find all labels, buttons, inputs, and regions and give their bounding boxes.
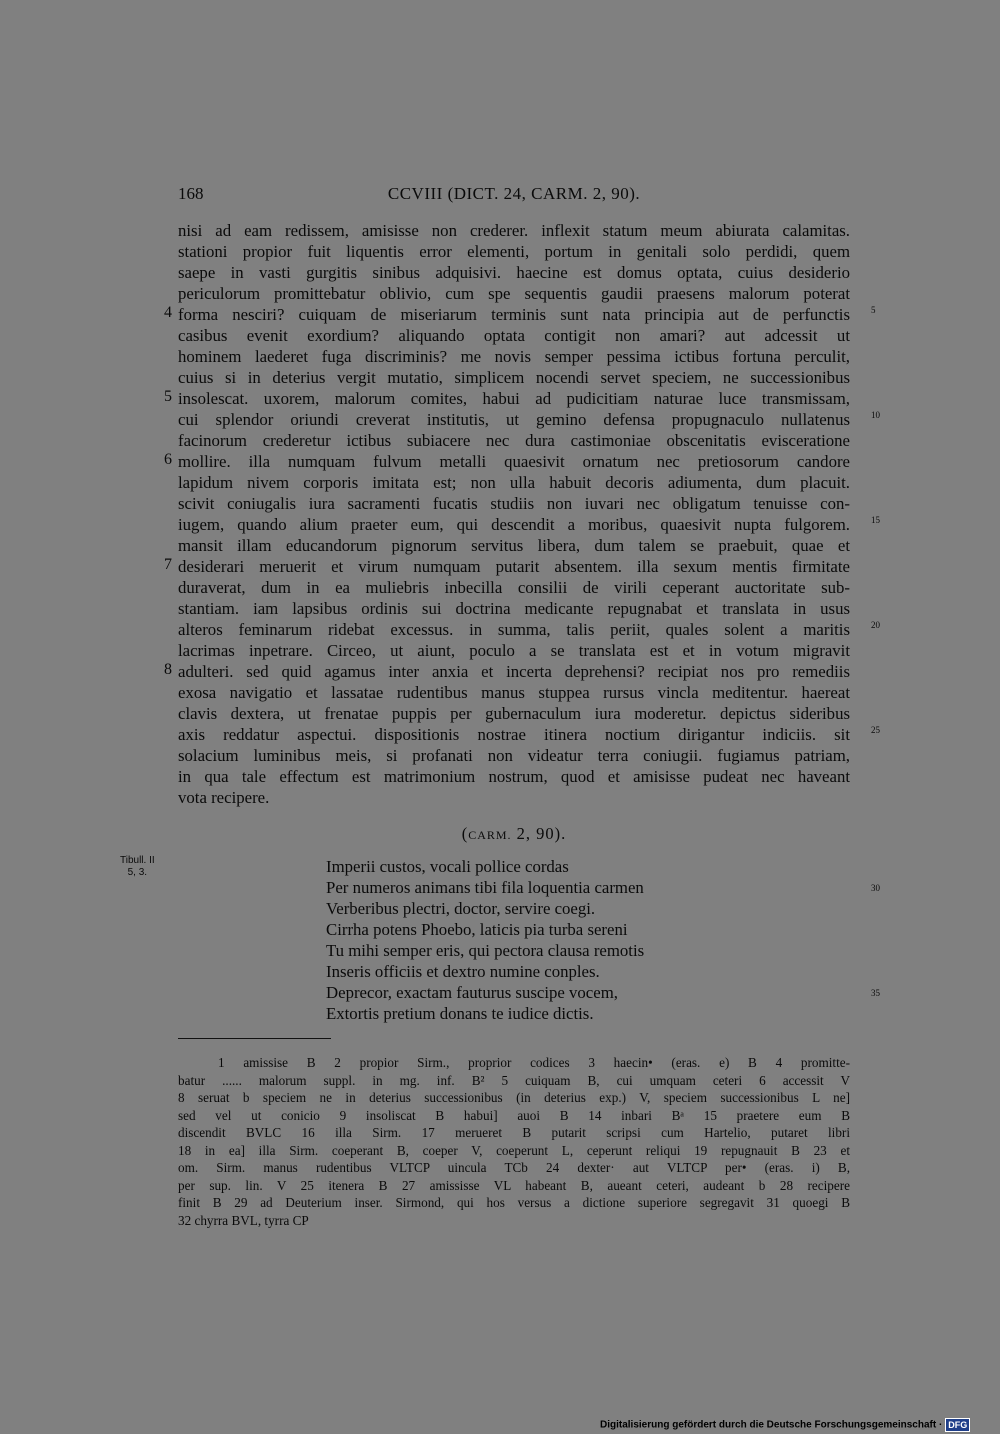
prose-line: desiderari meruerit et virum numquam putarit absentem. illa sexum mentis firmitate	[178, 557, 850, 576]
line-number: 25	[871, 725, 880, 735]
prose-line: lacrimas inpetrare. Circeo, ut aiunt, poculo a se translata est et in votum migravit	[178, 641, 850, 660]
prose-line: lapidum nivem corporis imitata est; non ulla habuit decoris adiumenta, dum placuit.	[178, 473, 850, 492]
prose-line: in qua tale effectum est matrimonium nostrum, quod et amisisse pudeat nec haveant	[178, 767, 850, 786]
dfg-logo: DFG	[945, 1418, 970, 1432]
line-number: 20	[871, 620, 880, 630]
verse-line-text: Verberibus plectri, doctor, servire coegi.	[326, 899, 596, 918]
verse-line	[326, 1003, 874, 1024]
prose-line: clavis dextera, ut frenatae puppis per gubernaculum iura moderetur. depictus sideribus	[178, 704, 850, 723]
apparatus-line: finit B 29 ad Deuterium inser. Sirmond, qui hos versus a dictione superiore segregavit 31 quoegi B	[178, 1195, 850, 1210]
prose-text	[164, 220, 880, 808]
section-number: 5	[164, 388, 172, 405]
verse-line	[326, 856, 874, 877]
apparatus-line: per sup. lin. V 25 itenera B 27 amississe VL habeant B, aueant ceteri, audeant b 28 recipere	[178, 1177, 850, 1193]
prose-line: solacium luminibus meis, si profanati non videatur terra coniugii. fugiamus patriam,	[178, 746, 850, 765]
carm-heading	[178, 824, 850, 844]
prose-line: hominem laederet fuga discriminis? me novis semper pessima ictibus fortuna perculit,	[178, 347, 850, 366]
verse-line-text: Imperii custos, vocali pollice cordas	[326, 857, 569, 876]
line-number: 5	[871, 305, 876, 315]
verse-line	[326, 940, 874, 961]
prose-line: insolescat. uxorem, malorum comites, habui ad pudicitiam naturae luce transmissam,	[178, 389, 850, 408]
dfg-credit-text: Digitalisierung gefördert durch die Deutsche Forschungsgemeinschaft ·	[600, 1419, 943, 1431]
prose-line: scivit coniugalis iura sacramenti fucatis studiis non iuvari nec obligatum tenuisse con-	[178, 494, 850, 513]
line-number: 15	[871, 515, 880, 525]
apparatus-line: batur ...... malorum suppl. in mg. inf. B² 5 cuiquam B, cui umquam ceteri 6 accessit V	[178, 1072, 850, 1088]
section-number: 6	[164, 451, 172, 468]
apparatus-line: om. Sirm. manus rudentibus VLTCP uincula TCb 24 dexter· aut VLTCP per• (eras. i) B,	[178, 1160, 850, 1175]
verse-line-text: Tu mihi semper eris, qui pectora clausa remotis	[326, 941, 645, 960]
apparatus-line: 8 seruat b speciem ne in deterius successionibus (in deterius exp.) V, speciem successionibus L ne]	[178, 1090, 850, 1105]
apparatus-line: discendit BVLC 16 illa Sirm. 17 merueret B putarit scripsi cum Hartelio, putaret libri	[178, 1125, 850, 1140]
footnote-rule	[178, 1038, 331, 1039]
critical-apparatus	[178, 1054, 850, 1229]
apparatus-line: sed vel ut conicio 9 insoliscat B habui] auoi B 14 inbari Bᵃ 15 praetere eum B	[178, 1107, 850, 1123]
verse-line	[326, 898, 874, 919]
prose-line: alteros feminarum ridebat excessus. in summa, talis periit, quales solent a maritis	[178, 620, 850, 639]
prose-line: cuius si in deterius vergit mutatio, simplicem nocendi servet speciem, ne successionibus	[178, 368, 850, 387]
verse-line	[326, 982, 880, 1003]
prose-line: iugem, quando alium praeter eum, qui descendit a moribus, quaesivit nupta fulgorem.	[178, 515, 850, 534]
prose-line: periculorum promittebatur oblivio, cum spe sequentis gaudii praesens malorum poterat	[178, 284, 850, 303]
verse-line	[326, 961, 874, 982]
prose-line: stationi propior fuit liquentis error elementi, portum in genitali solo perdidi, quem	[178, 242, 850, 261]
running-head: CCVIII (DICT. 24, CARM. 2, 90).	[387, 184, 641, 203]
prose-line: mollire. illa numquam fulvum metalli quaesivit ornatum nec pretiosorum candore	[178, 452, 850, 471]
prose-line: exosa navigatio et lassatae rudentibus manus stuppea rursus vincla meditentur. haereat	[178, 683, 850, 702]
verse-line-text: Deprecor, exactam fauturus suscipe vocem,	[326, 983, 618, 1002]
margin-reference-line: Tibull. II	[120, 855, 155, 866]
prose-line: stantiam. iam lapsibus ordinis sui doctrina medicante repugnabat et translata in usus	[178, 599, 850, 618]
apparatus-line: 1 amissise B 2 propior Sirm., proprior codices 3 haecin• (eras. e) B 4 promitte-	[218, 1055, 850, 1070]
prose-line: casibus evenit exordium? aliquando optata contigit non amari? aut adcessit ut	[178, 326, 850, 345]
prose-line: duraverat, dum in ea muliebris inbecilla consilii de virili ceperant auctoritate sub-	[178, 578, 850, 597]
verse-line-text: Cirrha potens Phoebo, laticis pia turba sereni	[326, 920, 628, 939]
section-number: 7	[164, 556, 172, 573]
prose-line: facinorum crederetur ictibus subiacere nec dura castimoniae obscenitatis evisceratione	[178, 431, 850, 450]
verse-line-text: Inseris officiis et dextro numine conples.	[326, 962, 600, 981]
line-number: 35	[871, 988, 880, 998]
dfg-credit	[600, 1418, 994, 1432]
verse-line-text: Per numeros animans tibi fila loquentia carmen	[326, 878, 644, 897]
prose-line: adulteri. sed quid agamus inter anxia et incerta deprehensi? recipiat nos pro remediis	[178, 662, 850, 681]
carm-heading-rest: 2, 90).	[511, 824, 567, 843]
page-number: 168	[178, 184, 204, 203]
prose-line: saepe in vasti gurgitis sinibus adquisivi. haecine est domus optata, cuius desiderio	[178, 263, 850, 282]
section-number: 8	[164, 661, 172, 678]
apparatus-line: 18 in ea] illa Sirm. coeperant B, coeper V, coeperunt L, ceperunt reliqui 19 repugnauit B 23 et	[178, 1142, 850, 1158]
margin-reference-line: 5, 3.	[127, 867, 148, 878]
verse-text	[326, 856, 880, 1024]
prose-line: vota recipere.	[178, 788, 270, 807]
prose-line: cui splendor oriundi creverat institutis, ut gemino defensa propugnaculo nullatenus	[178, 410, 850, 429]
verse-line-text: Extortis pretium donans te iudice dictis.	[326, 1004, 594, 1023]
page-header	[178, 184, 850, 208]
prose-line: axis reddatur aspectui. dispositionis nostrae itinera noctium dirigantur indiciis. sit	[178, 725, 850, 744]
prose-line: forma nesciri? cuiquam de miseriarum terminis sunt nata principia aut de perfunctis	[178, 305, 850, 324]
line-number: 10	[871, 410, 880, 420]
prose-line: nisi ad eam redissem, amisisse non crederer. inflexit statum meum abiurata calamitas.	[178, 221, 850, 240]
verse-line	[326, 919, 874, 940]
apparatus-line: 32 chyrra BVL, tyrra CP	[178, 1212, 309, 1228]
line-number: 30	[871, 883, 880, 893]
verse-line	[326, 877, 880, 898]
carm-heading-open: (	[461, 824, 469, 843]
margin-reference	[120, 855, 155, 879]
prose-line: mansit illam educandorum pignorum servitus libera, dum talem se praebuit, quae et	[178, 536, 850, 555]
section-number: 4	[164, 304, 172, 321]
carm-heading-abbr: CARM.	[468, 828, 512, 842]
